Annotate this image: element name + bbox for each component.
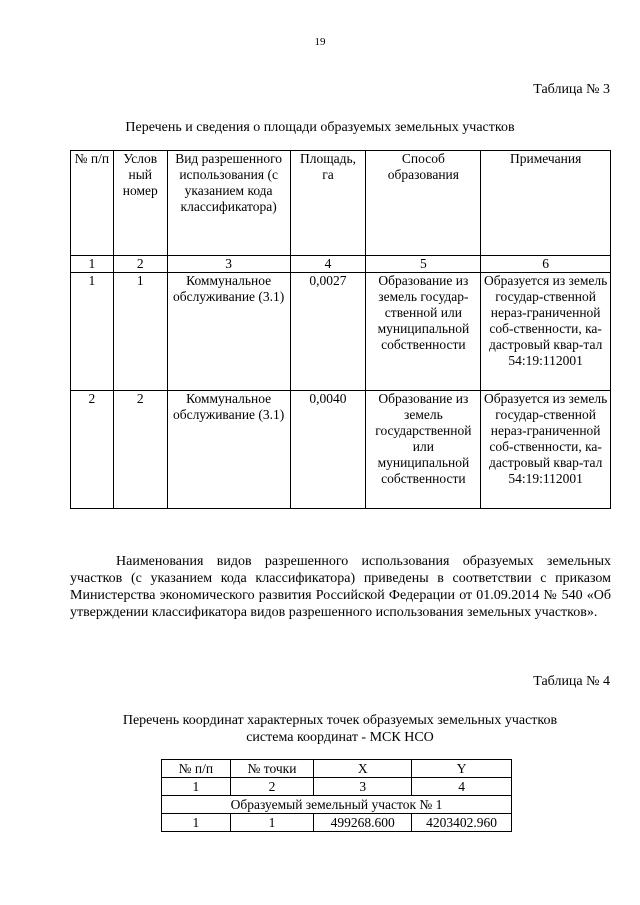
table-row — [71, 273, 611, 391]
table-4-caption-line-1: Перечень координат характерных точек образуемых земельных участков — [122, 713, 558, 728]
header-cell: № точки — [230, 760, 314, 778]
table-cell: 1 — [162, 814, 231, 832]
column-number-cell: 1 — [71, 256, 114, 273]
column-number-row — [71, 256, 611, 273]
coordinates-table — [161, 759, 512, 832]
table-cell: 1 — [113, 273, 167, 391]
header-cell: X — [314, 760, 412, 778]
table-row — [71, 391, 611, 509]
table-cell: Образование из земель государственной или муниципальной собственности — [366, 391, 481, 509]
header-cell: № п/п — [71, 151, 114, 256]
table-cell: 499268.600 — [314, 814, 412, 832]
column-number-cell: 3 — [167, 256, 290, 273]
table-4-label: Таблица № 4 — [533, 674, 610, 689]
column-number-cell: 1 — [162, 778, 231, 796]
table-cell: 2 — [71, 391, 114, 509]
table-3-caption: Перечень и сведения о площади образуемых земельных участков — [125, 120, 515, 135]
table-cell: Образуется из земель государ-ственной нераз-граниченной соб-ственности, ка-дастровый квар-тал 54:19:112001 — [481, 391, 611, 509]
table-cell: 0,0040 — [290, 391, 366, 509]
header-cell: Y — [412, 760, 512, 778]
column-number-cell: 6 — [481, 256, 611, 273]
table-cell: 2 — [113, 391, 167, 509]
header-cell: Примечания — [481, 151, 611, 256]
column-number-cell: 3 — [314, 778, 412, 796]
table-4-caption — [20, 712, 640, 746]
table-cell: Коммунальное обслуживание (3.1) — [167, 273, 290, 391]
table-header-row — [71, 151, 611, 256]
column-number-cell: 4 — [412, 778, 512, 796]
column-number-cell: 2 — [113, 256, 167, 273]
land-plots-table — [70, 150, 611, 509]
group-label-cell: Образуемый земельный участок № 1 — [162, 796, 512, 814]
table-cell: 1 — [71, 273, 114, 391]
column-number-row — [162, 778, 512, 796]
table-cell: 4203402.960 — [412, 814, 512, 832]
header-cell: Услов ный номер — [113, 151, 167, 256]
table-cell: 0,0027 — [290, 273, 366, 391]
table-row — [162, 814, 512, 832]
column-number-cell: 5 — [366, 256, 481, 273]
header-cell: Вид разрешенного использования (с указанием кода классификатора) — [167, 151, 290, 256]
table-header-row — [162, 760, 512, 778]
table-cell: Образуется из земель государ-ственной нераз-граниченной соб-ственности, ка-дастровый квар-тал 54:19:112001 — [481, 273, 611, 391]
table-cell: 1 — [230, 814, 314, 832]
table-cell: Коммунальное обслуживание (3.1) — [167, 391, 290, 509]
table-cell: Образование из земель государ-ственной или муниципальной собственности — [366, 273, 481, 391]
table-4-caption-line-2: система координат - МСК НСО — [246, 730, 434, 745]
header-cell: Способ образования — [366, 151, 481, 256]
column-number-cell: 2 — [230, 778, 314, 796]
page-number: 19 — [314, 36, 326, 48]
table-3-label: Таблица № 3 — [533, 82, 610, 97]
column-number-cell: 4 — [290, 256, 366, 273]
header-cell: Площадь, га — [290, 151, 366, 256]
group-row — [162, 796, 512, 814]
body-paragraph: Наименования видов разрешенного использования образуемых земельных участков (с указанием кода классификатора) приведены в соответствии с приказом Министерства экономического развития Российской Федерации от 01.09.2014 № 540 «Об утверждении классификатора видов разрешенного использования земельных участков». — [70, 554, 611, 620]
header-cell: № п/п — [162, 760, 231, 778]
